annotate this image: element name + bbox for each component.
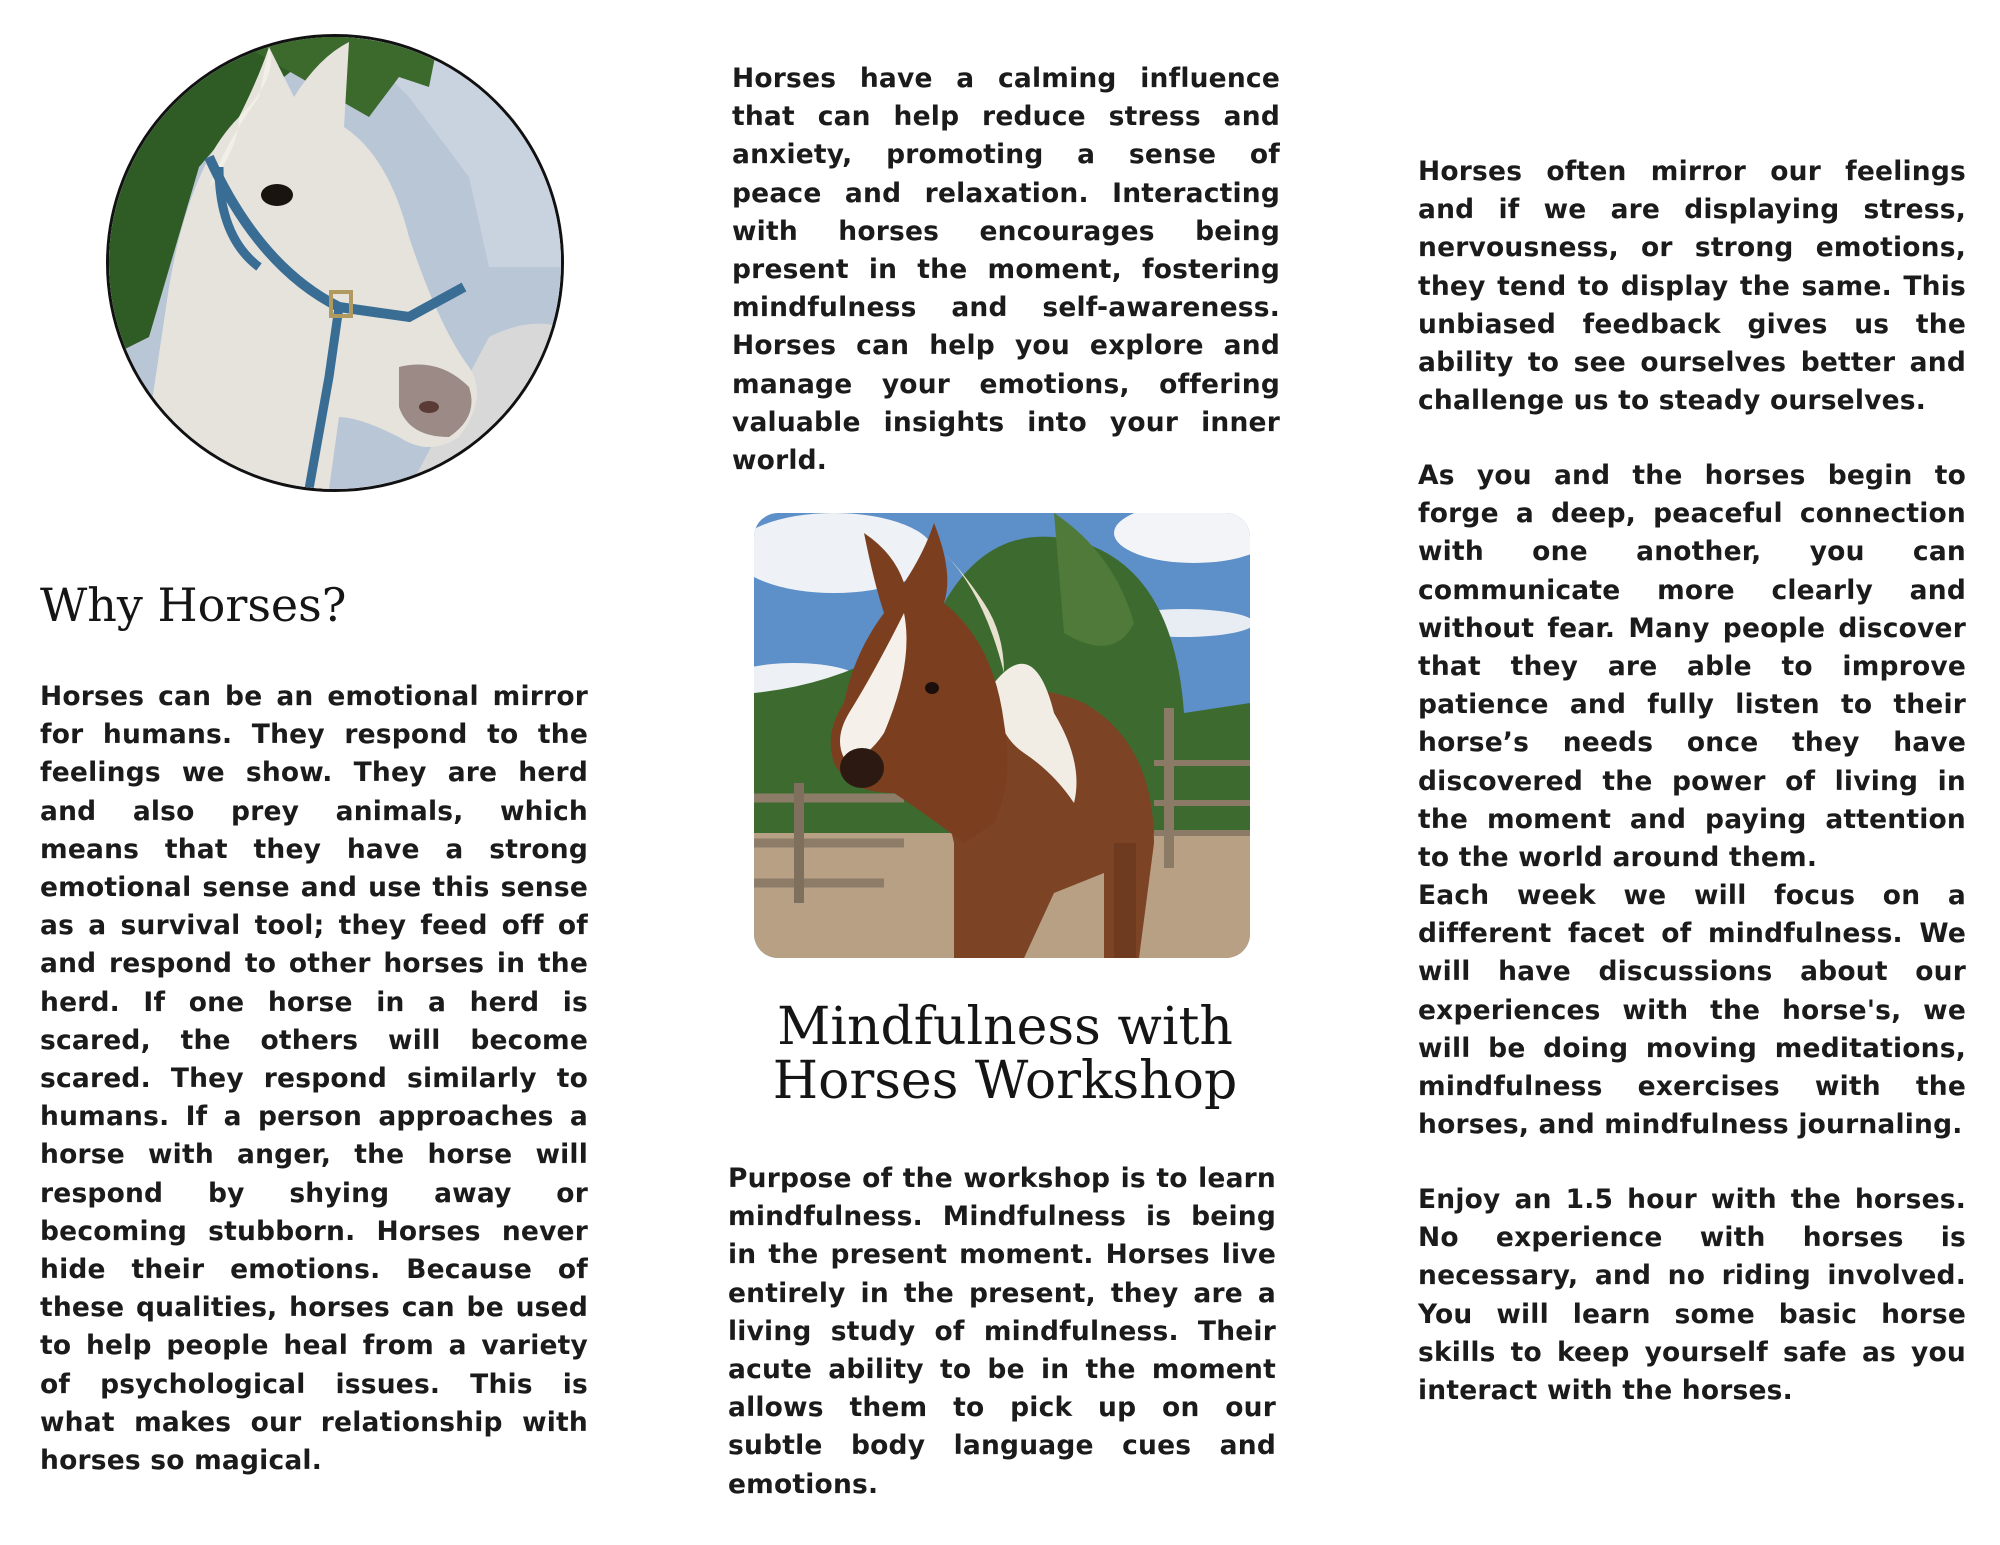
calming-influence-paragraph: Horses have a calming influence that can help reduce stress and anxiety, promoting a sense of peace and relaxation. Interacting with horses encourages being present in the moment, fostering mindfulness and self-awareness. Horses can help you explore and manage your emotions, offering valuable insights into your inner world. — [732, 63, 1280, 477]
mirror-feelings-paragraph: Horses often mirror our feelings and if we are displaying stress, nervousness, or strong emotions, they tend to display the same. This unbiased feedback gives us the ability to see ourselves better and challenge us to steady ourselves. — [1418, 156, 1966, 417]
paint-horse-photo — [754, 513, 1250, 958]
weekly-focus-paragraph: Each week we will focus on a different facet of mindfulness. We will have discussions about our experiences with the horse's, we will be doing moving meditations, mindfulness exercises with the horses, and mindfulness journaling. — [1418, 880, 1966, 1141]
why-horses-paragraph: Horses can be an emotional mirror for humans. They respond to the feelings we show. They are herd and also prey animals, which means that they have a strong emotional sense and use this sense as a survival tool; they feed off of and respond to other horses in the herd. If one horse in a herd is scared, the others will become scared. They respond similarly to humans. If a person approaches a horse with anger, the horse will respond by shying away or becoming stubborn. Horses never hide their emotions. Because of these qualities, horses can be used to help people heal from a variety of psychological issues. This is what makes our relationship with horses so magical. — [40, 681, 588, 1477]
workshop-title-line1: Mindfulness with — [777, 997, 1233, 1057]
white-horse-photo — [106, 34, 564, 492]
why-horses-heading: Why Horses? — [40, 578, 347, 632]
session-details-paragraph: Enjoy an 1.5 hour with the horses. No experience with horses is necessary, and no riding involved. You will learn some basic horse skills to keep yourself safe as you interact with the horses. — [1418, 1184, 1966, 1407]
connection-paragraph: As you and the horses begin to forge a deep, peaceful connection with one another, you can communicate more clearly and without fear. Many people discover that they are able to improve patience and fully listen to their horse’s needs once they have discovered the power of living in the moment and paying attention to the world around them. — [1418, 460, 1966, 874]
workshop-purpose-paragraph: Purpose of the workshop is to learn mindfulness. Mindfulness is being in the present moment. Horses live entirely in the present, they are a living study of mindfulness. Their acute ability to be in the moment allows them to pick up on our subtle body language cues and emotions. — [728, 1163, 1276, 1500]
workshop-title — [730, 997, 1280, 1111]
workshop-title-line2: Horses Workshop — [772, 1051, 1238, 1111]
